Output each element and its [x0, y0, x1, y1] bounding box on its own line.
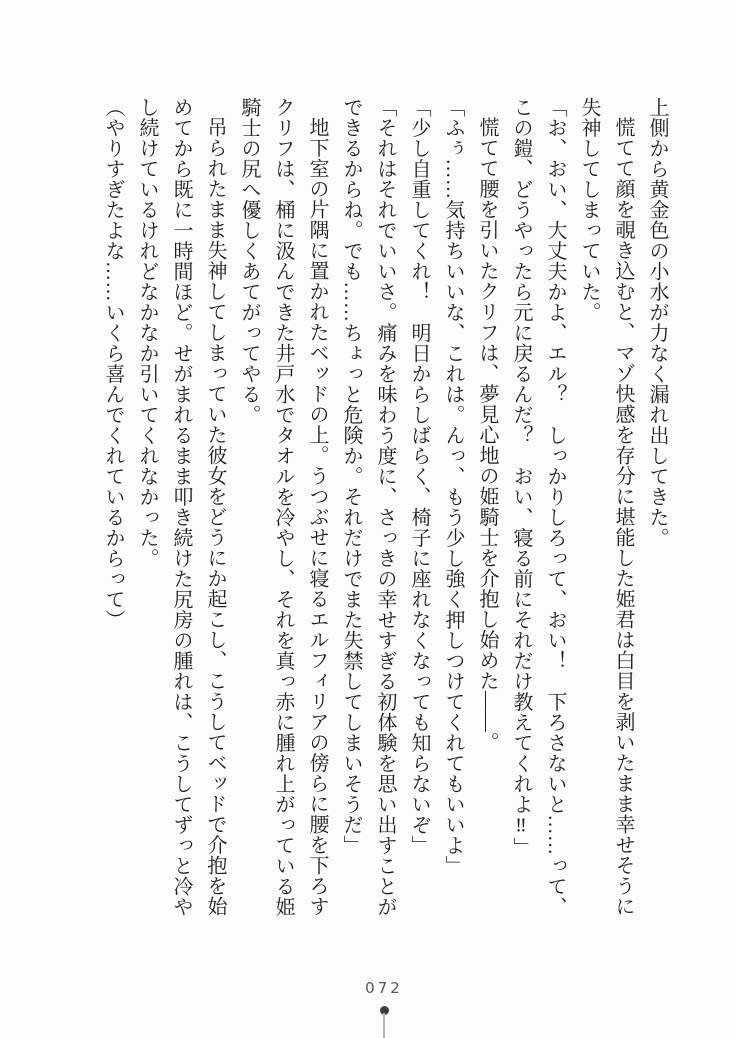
paragraph-dialogue: 「それはそれでいいさ。痛みを味わう度に、さっきの幸せすぎる初体験を思い出すことができるからね。でも……ちょっと危険か。それだけでまた失禁してしまいそうだ」: [340, 97, 396, 917]
page-marker-line: [383, 1013, 385, 1038]
paragraph: 吊られたまま失神してしまっていた彼女をどうにか起こし、こうしてベッドで介抱を始めてから既に一時間ほど。せがまれるまま叩き続けた尻房の腫れは、こうしてずっと冷やし続けているけれどなかなか引いてくれなかった。: [136, 97, 226, 917]
paragraph: 慌てて顔を覗き込むと、マゾ快感を存分に堪能した姫君は白目を剥いたまま幸せそうに失神してしまっていた。: [578, 97, 634, 917]
paragraph-dialogue: 「少し自重してくれ！ 明日からしばらく、椅子に座れなくなっても知らないぞ」: [408, 97, 430, 856]
paragraph-dialogue: 「お、おい、大丈夫かよ、エル？ しっかりしろって、おい！ 下ろさないと……って、この鎧、どうやったら元に戻るんだ？ おい、寝る前にそれだけ教えてくれよ‼」: [510, 97, 566, 917]
paragraph: 慌てて腰を引いたクリフは、夢見心地の姫騎士を介抱し始めた――。: [476, 117, 498, 753]
page-text: [94, 97, 674, 921]
paragraph-thought: （やりすぎたよな……いくら喜んでくれているからって）: [102, 97, 124, 630]
page-number: 072: [365, 979, 403, 997]
paragraph: 地下室の片隅に置かれたベッドの上。うつぶせに寝るエルフィリアの傍らに腰を下ろすクリフは、桶に汲んできた井戸水でタオルを冷やし、それを真っ赤に腫れ上がっている姫騎士の尻へ優しくあてがってやる。: [238, 97, 328, 917]
paragraph: 上側から黄金色の小水が力なく漏れ出してきた。: [646, 97, 668, 548]
paragraph-dialogue: 「ふぅ……気持ちいいな、これは。んっ、もう少し強く押しつけてくれてもいいよ」: [442, 97, 464, 876]
